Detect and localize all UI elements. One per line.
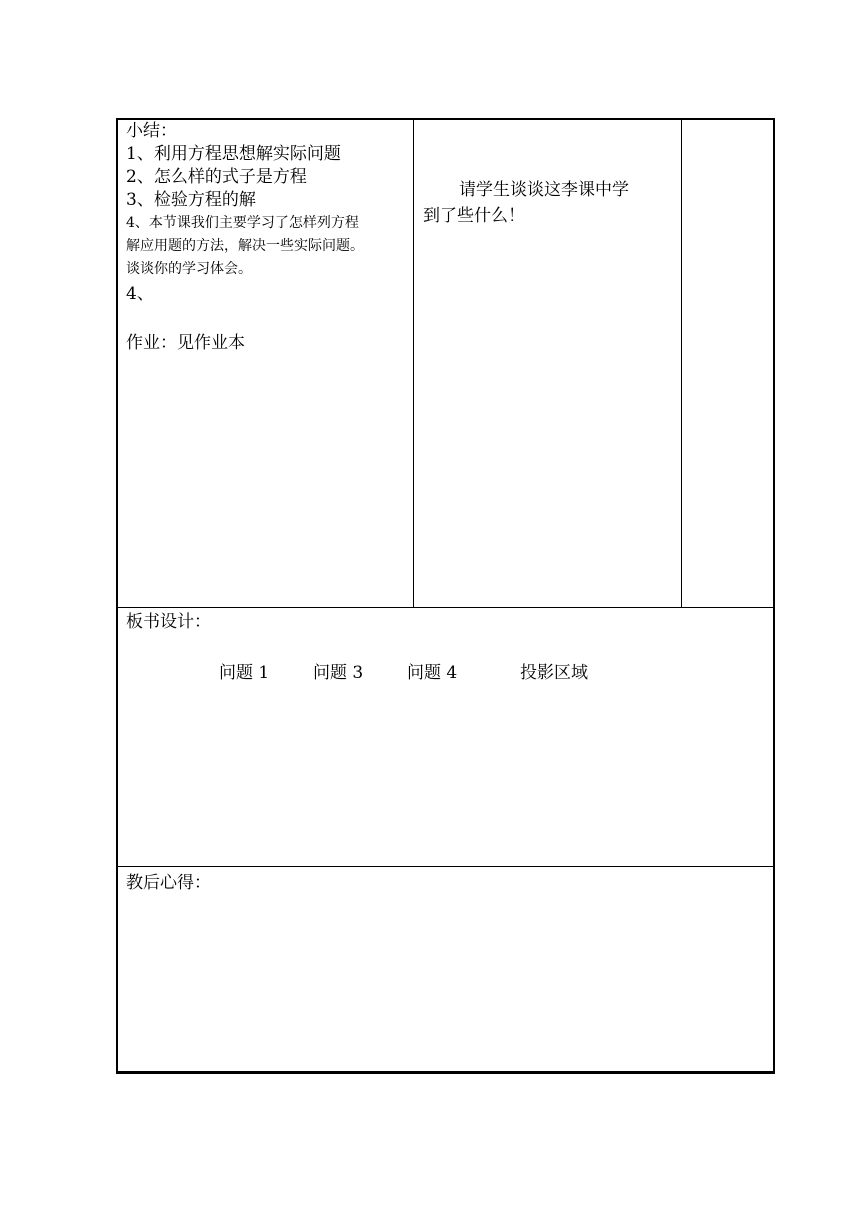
summary-item-2: 2、怎么样的式子是方程 [126, 167, 307, 187]
reflection-label: 教后心得： [126, 873, 211, 893]
homework-note: 作业：见作业本 [126, 333, 245, 353]
column-divider-1 [413, 120, 414, 607]
lesson-plan-table [116, 118, 775, 1074]
summary-heading: 小结： [126, 121, 177, 141]
activity-line-2: 到了些什么！ [423, 206, 525, 226]
board-item-1: 问题 1 [219, 663, 270, 683]
summary-item-3: 3、检验方程的解 [126, 190, 256, 210]
activity-cell [423, 177, 629, 229]
column-divider-2 [681, 120, 682, 607]
activity-line-1: 请学生谈谈这李课中学 [459, 180, 629, 200]
summary-item-4-line-3: 谈谈你的学习体会。 [126, 261, 252, 277]
summary-item-4-line-1: 4、本节课我们主要学习了怎样列方程 [126, 215, 359, 231]
summary-item-4-line-2: 解应用题的方法，解决一些实际问题。 [126, 238, 364, 254]
row-divider-1 [118, 607, 773, 608]
board-item-3: 问题 4 [407, 663, 458, 683]
summary-cell [126, 120, 364, 355]
summary-item-1: 1、利用方程思想解实际问题 [126, 144, 341, 164]
row-divider-2 [118, 866, 773, 867]
board-item-4: 投影区域 [520, 663, 588, 683]
summary-item-4b: 4、 [126, 284, 154, 304]
board-item-2: 问题 3 [313, 663, 364, 683]
board-design-label: 板书设计： [126, 612, 211, 632]
